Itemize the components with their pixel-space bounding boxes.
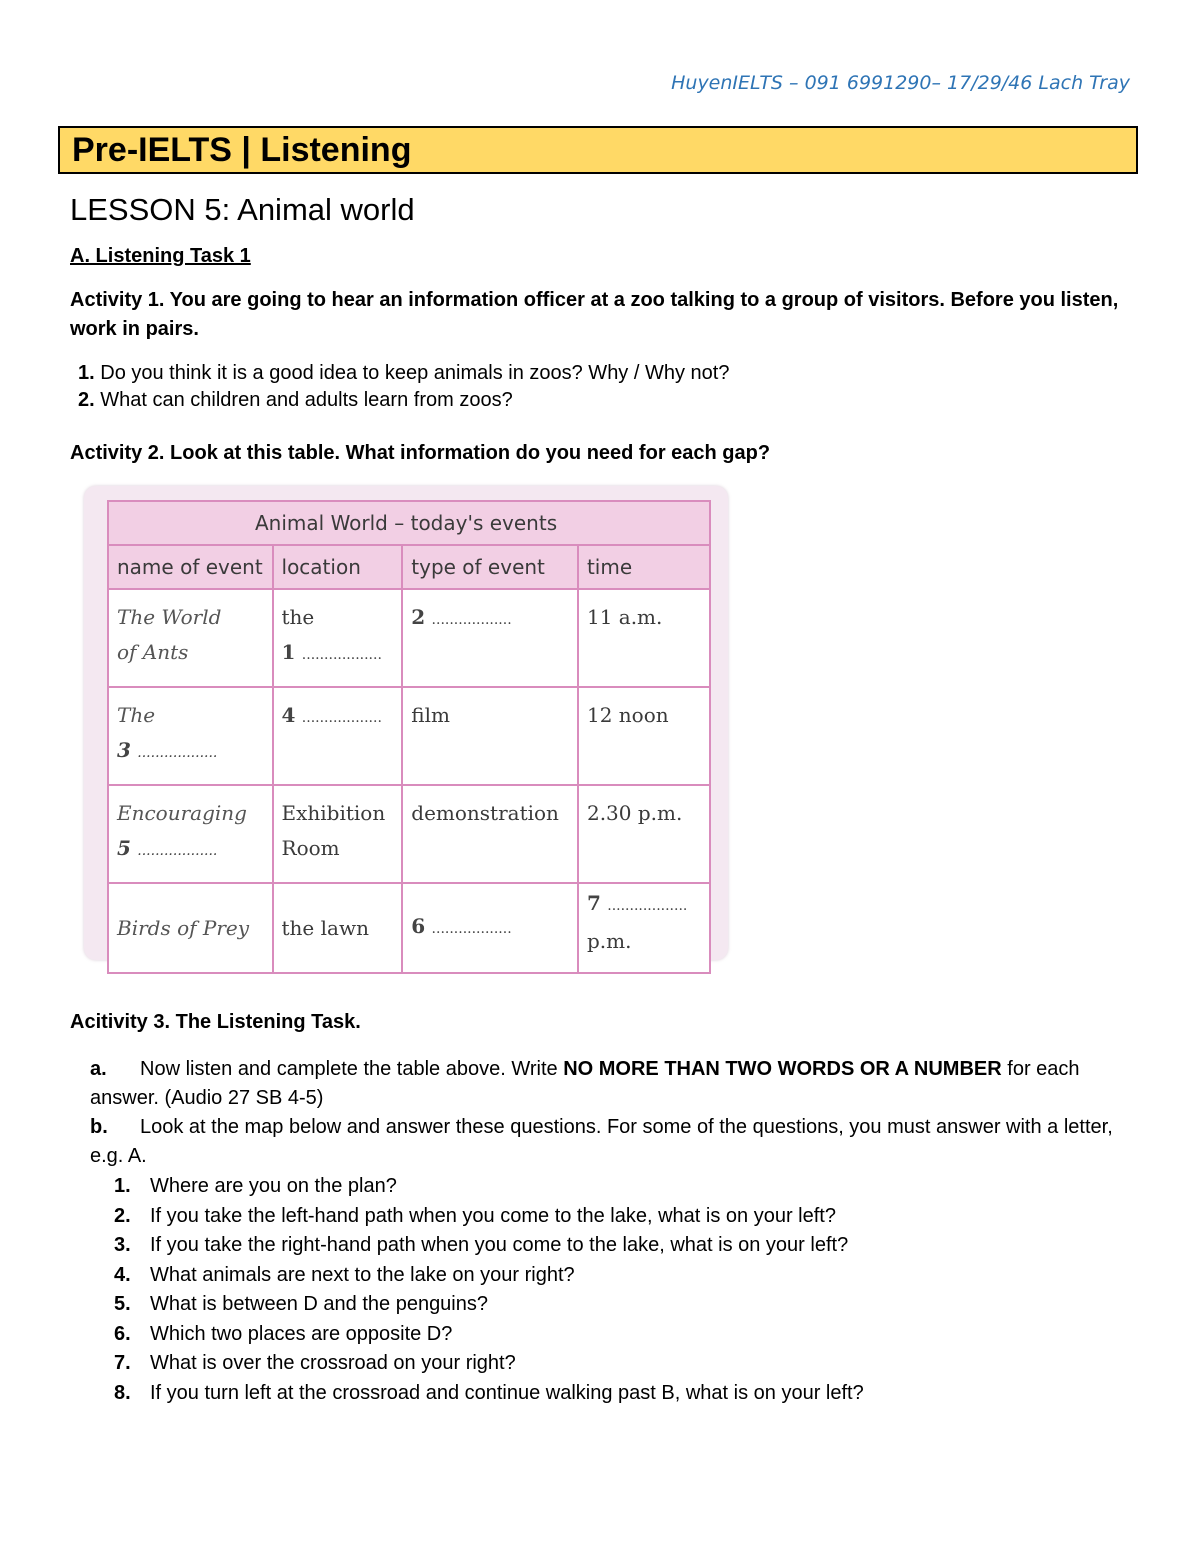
table-cell: film xyxy=(402,687,578,785)
table-row xyxy=(108,589,710,687)
column-header: time xyxy=(578,545,710,589)
table-cell: 2 .................. xyxy=(402,589,578,687)
page-title: Pre-IELTS | Listening xyxy=(58,126,1138,174)
lesson-title: LESSON 5: Animal world xyxy=(70,192,415,227)
table-cell: the 1 .................. xyxy=(273,589,403,687)
table-cell: the lawn xyxy=(273,883,403,973)
column-header: type of event xyxy=(402,545,578,589)
table-cell: 12 noon xyxy=(578,687,710,785)
activity3-heading: Acitivity 3. The Listening Task. xyxy=(70,1011,361,1033)
activity2-heading: Activity 2. Look at this table. What information do you need for each gap? xyxy=(70,442,771,464)
list-item: 7. What is over the crossroad on your right? xyxy=(114,1352,516,1374)
list-item: 4. What animals are next to the lake on your right? xyxy=(114,1263,575,1286)
table-cell: 7 .................. p.m. xyxy=(578,883,710,973)
list-item: 5. What is between D and the penguins? xyxy=(114,1293,488,1315)
instruction-b: b. Look at the map below and answer these questions. For some of the questions, you must answer with a letter, e.g. A. xyxy=(90,1116,1113,1167)
table-row xyxy=(108,687,710,785)
table-cell: demonstration xyxy=(402,785,578,883)
list-item: 2. If you take the left-hand path when you come to the lake, what is on your left? xyxy=(114,1204,836,1227)
list-item: 1. Where are you on the plan? xyxy=(114,1175,397,1197)
table-row xyxy=(108,883,710,973)
activity1-heading: Activity 1. You are going to hear an information officer at a zoo talking to a group of visitors. Before you listen, work in pairs. xyxy=(70,289,1119,340)
column-header: name of event xyxy=(108,545,273,589)
list-item: 2. What can children and adults learn from zoos? xyxy=(78,389,513,411)
events-table xyxy=(107,500,711,974)
table-cell: Birds of Prey xyxy=(108,883,273,973)
table-cell: Exhibition Room xyxy=(273,785,403,883)
table-cell: Encouraging 5 .................. xyxy=(108,785,273,883)
table-cell: 4 .................. xyxy=(273,687,403,785)
section-heading: A. Listening Task 1 xyxy=(70,245,251,267)
table-cell: 11 a.m. xyxy=(578,589,710,687)
table-title: Animal World – today's events xyxy=(108,501,710,545)
table-cell: The 3 .................. xyxy=(108,687,273,785)
activity1-questions xyxy=(78,360,729,414)
table-cell: 6 .................. xyxy=(402,883,578,973)
list-item: 8. If you turn left at the crossroad and continue walking past B, what is on your left? xyxy=(114,1381,864,1404)
list-item: 6. Which two places are opposite D? xyxy=(114,1322,453,1345)
header-contact: HuyenIELTS – 091 6991290– 17/29/46 Lach Tray xyxy=(671,72,1130,94)
list-item: 1. Do you think it is a good idea to keep animals in zoos? Why / Why not? xyxy=(78,362,730,384)
activity3-questions xyxy=(114,1172,864,1408)
table-cell: The World of Ants xyxy=(108,589,273,687)
list-item: 3. If you take the right-hand path when you come to the lake, what is on your left? xyxy=(114,1234,849,1256)
table-row xyxy=(108,785,710,883)
column-header: location xyxy=(273,545,403,589)
activity3-instructions xyxy=(90,1055,1140,1171)
table-cell: 2.30 p.m. xyxy=(578,785,710,883)
instruction-a: a. Now listen and camplete the table above. Write NO MORE THAN TWO WORDS OR A NUMBER for each answer. (Audio 27 SB 4-5) xyxy=(90,1058,1080,1109)
